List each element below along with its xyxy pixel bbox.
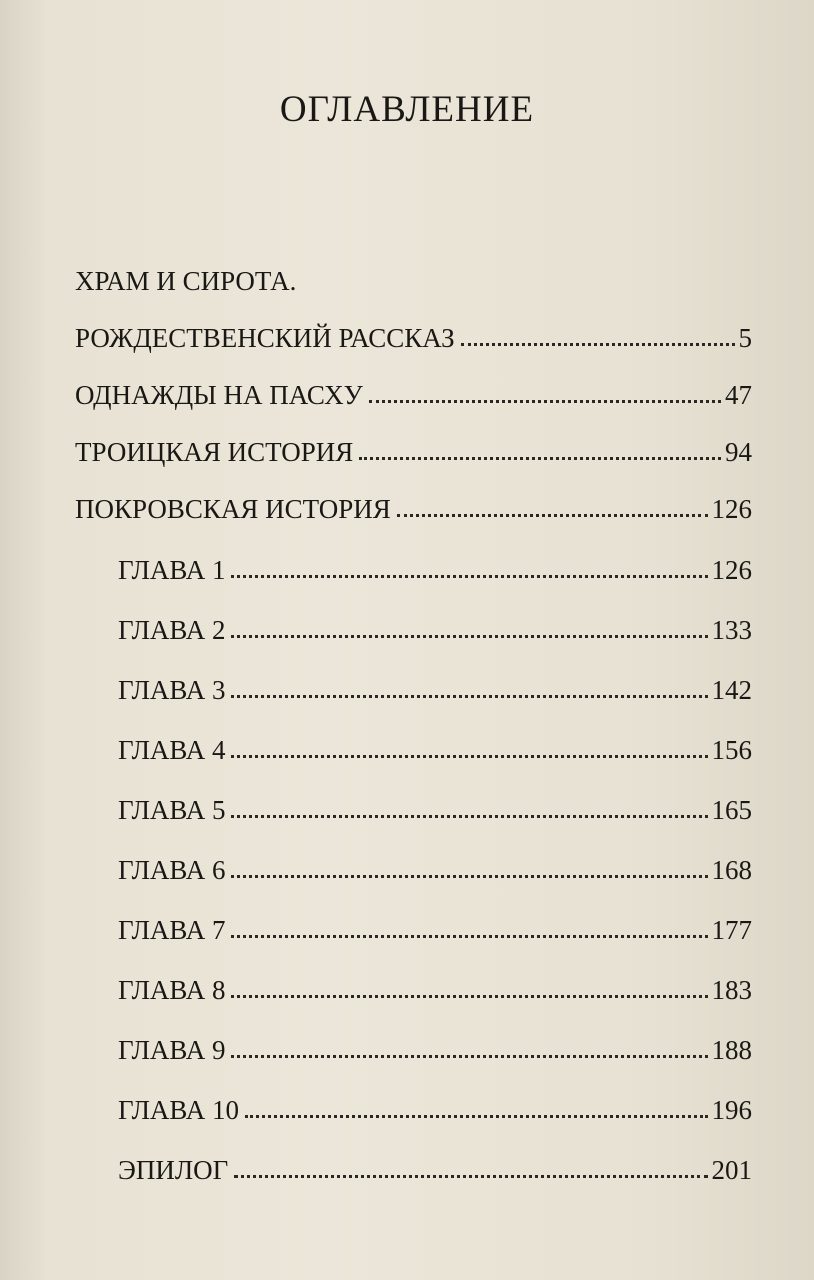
toc-subentry <box>118 604 752 644</box>
toc-entry-page: 168 <box>711 855 752 885</box>
toc-entry-label: ГЛАВА 7 <box>118 915 226 945</box>
toc-entry-page: 126 <box>711 494 752 524</box>
dot-leader <box>231 634 707 638</box>
toc-subentry <box>118 904 752 944</box>
toc-entry-label: ГЛАВА 1 <box>118 555 226 585</box>
dot-leader <box>231 754 707 758</box>
toc-entry-label: ТРОИЦКАЯ ИСТОРИЯ <box>75 437 354 467</box>
dot-leader <box>231 874 707 878</box>
dot-leader <box>397 513 708 517</box>
toc-entry-label: РОЖДЕСТВЕНСКИЙ РАССКАЗ <box>75 323 455 353</box>
dot-leader <box>359 456 721 460</box>
dot-leader <box>461 342 735 346</box>
toc-entry-page: 133 <box>711 615 752 645</box>
toc-subentry <box>118 844 752 884</box>
dot-leader <box>231 574 707 578</box>
toc-subentry <box>118 664 752 704</box>
toc-subentry <box>118 964 752 1004</box>
toc-entry-label: ГЛАВА 4 <box>118 735 226 765</box>
toc-subentry <box>118 1144 752 1184</box>
toc-entry-page: 196 <box>711 1095 752 1125</box>
toc-entry-label: ЭПИЛОГ <box>118 1155 229 1185</box>
dot-leader <box>231 994 707 998</box>
toc-entry-page: 94 <box>725 437 752 467</box>
toc-entry <box>75 255 752 295</box>
toc-entry-page: 201 <box>711 1155 752 1185</box>
toc-subentry <box>118 1024 752 1064</box>
toc-entry-page: 142 <box>711 675 752 705</box>
toc-entry <box>75 312 752 352</box>
toc-subentry <box>118 724 752 764</box>
toc-entry-page: 177 <box>711 915 752 945</box>
toc-entry-label: ГЛАВА 5 <box>118 795 226 825</box>
toc-entry <box>75 369 752 409</box>
dot-leader <box>234 1174 707 1178</box>
toc-subentry <box>118 784 752 824</box>
toc-subentry <box>118 1084 752 1124</box>
toc-entry-page: 5 <box>738 323 752 353</box>
dot-leader <box>231 1054 707 1058</box>
dot-leader <box>369 399 721 403</box>
toc-entry-page: 47 <box>725 380 752 410</box>
toc-entry-label: ОДНАЖДЫ НА ПАСХУ <box>75 380 363 410</box>
dot-leader <box>231 934 707 938</box>
dot-leader <box>231 694 707 698</box>
toc-subentry <box>118 544 752 584</box>
dot-leader <box>231 814 707 818</box>
toc-entry-label: ГЛАВА 3 <box>118 675 226 705</box>
toc-entry-label: ПОКРОВСКАЯ ИСТОРИЯ <box>75 494 391 524</box>
toc-entry-label: ГЛАВА 9 <box>118 1035 226 1065</box>
toc-entry-label: ХРАМ И СИРОТА. <box>75 266 297 296</box>
toc-entry <box>75 483 752 523</box>
dot-leader <box>245 1114 708 1118</box>
page-title: ОГЛАВЛЕНИЕ <box>279 89 535 130</box>
toc-entry-page: 156 <box>711 735 752 765</box>
toc-entry-label: ГЛАВА 6 <box>118 855 226 885</box>
toc-entry-page: 165 <box>711 795 752 825</box>
toc-entry-page: 188 <box>711 1035 752 1065</box>
toc-entry-label: ГЛАВА 8 <box>118 975 226 1005</box>
toc-entry-label: ГЛАВА 10 <box>118 1095 239 1125</box>
toc-entry <box>75 426 752 466</box>
toc-entry-page: 126 <box>711 555 752 585</box>
toc-entry-label: ГЛАВА 2 <box>118 615 226 645</box>
toc-entry-page: 183 <box>711 975 752 1005</box>
